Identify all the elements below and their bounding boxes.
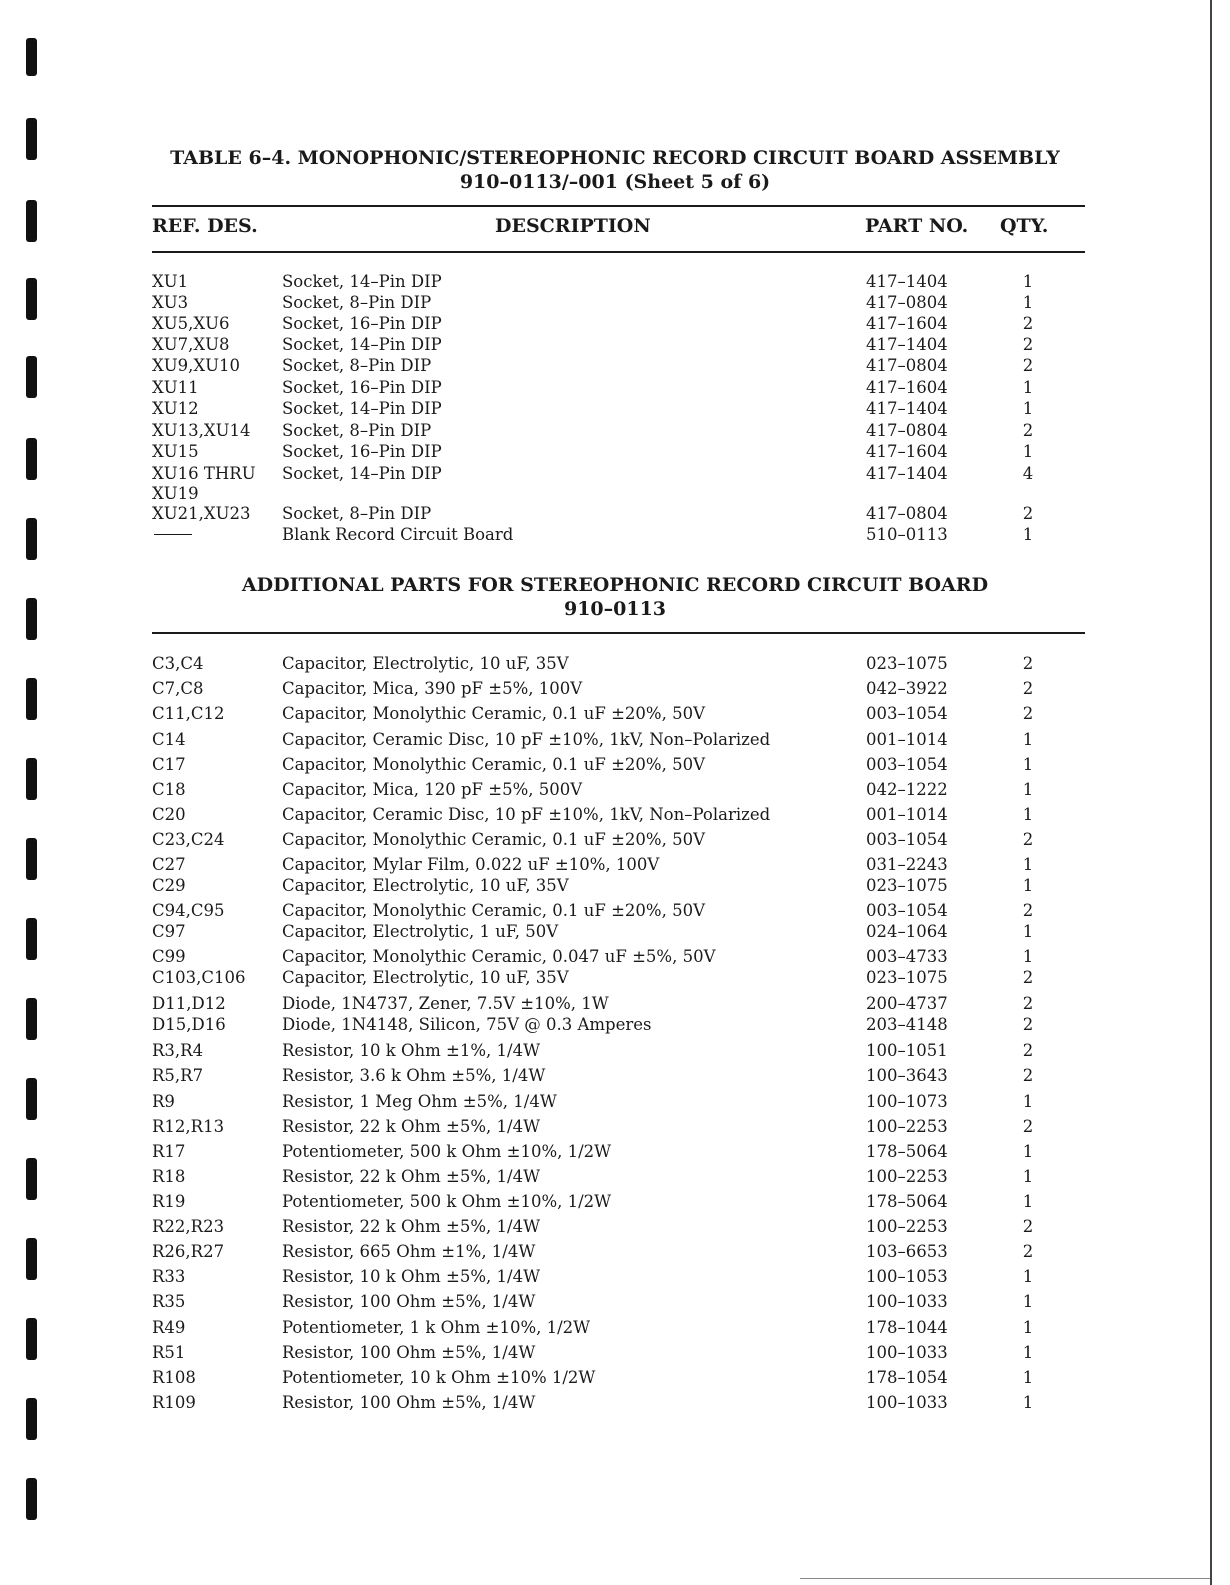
ref-designator: R108 xyxy=(152,1368,196,1387)
quantity: 2 xyxy=(1022,1066,1034,1085)
ref-designator: XU12 xyxy=(152,399,199,418)
ref-designator: C7,C8 xyxy=(152,679,204,698)
table-row xyxy=(0,855,1230,877)
part-number: 023–1075 xyxy=(866,654,948,673)
part-description: Diode, 1N4737, Zener, 7.5V ±10%, 1W xyxy=(282,994,609,1013)
part-description: Socket, 16–Pin DIP xyxy=(282,442,442,461)
part-number: 417–1604 xyxy=(866,378,948,397)
part-number: 178–5064 xyxy=(866,1142,948,1161)
part-number: 023–1075 xyxy=(866,968,948,987)
part-number: 042–1222 xyxy=(866,780,948,799)
quantity: 2 xyxy=(1022,901,1034,920)
part-number: 003–1054 xyxy=(866,901,948,920)
part-description: Resistor, 3.6 k Ohm ±5%, 1/4W xyxy=(282,1066,546,1085)
table-row xyxy=(0,504,1230,526)
ref-designator: R51 xyxy=(152,1343,186,1362)
quantity: 1 xyxy=(1022,922,1034,941)
part-description: Resistor, 22 k Ohm ±5%, 1/4W xyxy=(282,1117,541,1136)
part-description: Potentiometer, 500 k Ohm ±10%, 1/2W xyxy=(282,1192,612,1211)
table-row xyxy=(0,1217,1230,1239)
quantity: 1 xyxy=(1022,1368,1034,1387)
table-row xyxy=(0,876,1230,898)
blank-ref-dash xyxy=(154,534,192,535)
part-description: Capacitor, Electrolytic, 1 uF, 50V xyxy=(282,922,559,941)
ref-designator: XU9,XU10 xyxy=(152,356,241,375)
column-header-part-no: PART NO. xyxy=(865,215,969,237)
ref-designator: R35 xyxy=(152,1292,186,1311)
part-number: 178–5064 xyxy=(866,1192,948,1211)
table-row xyxy=(0,399,1230,421)
quantity: 1 xyxy=(1022,755,1034,774)
part-description: Diode, 1N4148, Silicon, 75V @ 0.3 Amperes xyxy=(282,1015,652,1034)
part-description: Resistor, 10 k Ohm ±1%, 1/4W xyxy=(282,1041,541,1060)
quantity: 2 xyxy=(1022,356,1034,375)
quantity: 2 xyxy=(1022,421,1034,440)
table-row xyxy=(0,1015,1230,1037)
part-description: Socket, 14–Pin DIP xyxy=(282,464,442,483)
part-description: Socket, 8–Pin DIP xyxy=(282,356,432,375)
ref-designator: XU15 xyxy=(152,442,199,461)
part-number: 042–3922 xyxy=(866,679,948,698)
quantity: 2 xyxy=(1022,679,1034,698)
ref-designator: XU3 xyxy=(152,293,189,312)
part-number: 100–1033 xyxy=(866,1343,948,1362)
column-header-description: DESCRIPTION xyxy=(495,215,651,237)
binder-punch-mark xyxy=(26,38,37,76)
quantity: 1 xyxy=(1022,1092,1034,1111)
table-row xyxy=(0,1142,1230,1164)
table-row xyxy=(0,464,1230,506)
part-description: Socket, 8–Pin DIP xyxy=(282,421,432,440)
quantity: 2 xyxy=(1022,335,1034,354)
quantity: 2 xyxy=(1022,994,1034,1013)
ref-designator-continued: XU19 xyxy=(152,484,199,503)
part-description: Resistor, 22 k Ohm ±5%, 1/4W xyxy=(282,1167,541,1186)
part-number: 178–1044 xyxy=(866,1318,948,1337)
quantity: 2 xyxy=(1022,1015,1034,1034)
ref-designator: C17 xyxy=(152,755,186,774)
part-number: 023–1075 xyxy=(866,876,948,895)
table-title: TABLE 6–4. MONOPHONIC/STEREOPHONIC RECORD CIRCUIT BOARD ASSEMBLY xyxy=(170,147,1060,169)
table-row xyxy=(0,525,1230,547)
ref-designator: R18 xyxy=(152,1167,186,1186)
table-row xyxy=(0,830,1230,852)
part-number: 100–2253 xyxy=(866,1117,948,1136)
table-row xyxy=(0,272,1230,294)
table-row xyxy=(0,1318,1230,1340)
part-description: Blank Record Circuit Board xyxy=(282,525,514,544)
quantity: 1 xyxy=(1022,272,1034,291)
column-header-ref: REF. DES. xyxy=(152,215,258,237)
part-description: Resistor, 22 k Ohm ±5%, 1/4W xyxy=(282,1217,541,1236)
quantity: 1 xyxy=(1022,378,1034,397)
part-description: Resistor, 10 k Ohm ±5%, 1/4W xyxy=(282,1267,541,1286)
ref-designator: XU13,XU14 xyxy=(152,421,251,440)
table-row xyxy=(0,421,1230,443)
part-number: 417–0804 xyxy=(866,293,948,312)
part-description: Socket, 14–Pin DIP xyxy=(282,272,442,291)
table-row xyxy=(0,654,1230,676)
ref-designator: XU7,XU8 xyxy=(152,335,230,354)
header-top-rule xyxy=(152,205,1085,207)
part-description: Capacitor, Electrolytic, 10 uF, 35V xyxy=(282,968,569,987)
part-number: 200–4737 xyxy=(866,994,948,1013)
part-description: Capacitor, Ceramic Disc, 10 pF ±10%, 1kV, Non–Polarized xyxy=(282,805,771,824)
part-description: Capacitor, Monolythic Ceramic, 0.1 uF ±20%, 50V xyxy=(282,704,705,723)
part-description: Capacitor, Ceramic Disc, 10 pF ±10%, 1kV, Non–Polarized xyxy=(282,730,771,749)
part-description: Socket, 16–Pin DIP xyxy=(282,314,442,333)
part-number: 100–1033 xyxy=(866,1393,948,1412)
binder-punch-mark xyxy=(26,118,37,160)
table-row xyxy=(0,314,1230,336)
part-number: 100–2253 xyxy=(866,1217,948,1236)
ref-designator: R109 xyxy=(152,1393,196,1412)
table-row xyxy=(0,679,1230,701)
part-number: 031–2243 xyxy=(866,855,948,874)
ref-designator: R17 xyxy=(152,1142,186,1161)
part-number: 417–1404 xyxy=(866,272,948,291)
quantity: 1 xyxy=(1022,1393,1034,1412)
part-description: Capacitor, Monolythic Ceramic, 0.1 uF ±20%, 50V xyxy=(282,830,705,849)
quantity: 1 xyxy=(1022,855,1034,874)
quantity: 2 xyxy=(1022,1041,1034,1060)
table-row xyxy=(0,1368,1230,1390)
binder-punch-mark xyxy=(26,1478,37,1520)
section-title: ADDITIONAL PARTS FOR STEREOPHONIC RECORD CIRCUIT BOARD xyxy=(241,574,989,596)
table-row xyxy=(0,1092,1230,1114)
part-description: Resistor, 100 Ohm ±5%, 1/4W xyxy=(282,1292,536,1311)
ref-designator: C29 xyxy=(152,876,186,895)
table-row xyxy=(0,335,1230,357)
part-number: 178–1054 xyxy=(866,1368,948,1387)
table-row xyxy=(0,968,1230,990)
part-description: Potentiometer, 1 k Ohm ±10%, 1/2W xyxy=(282,1318,591,1337)
table-row xyxy=(0,780,1230,802)
ref-designator: XU21,XU23 xyxy=(152,504,251,523)
quantity: 1 xyxy=(1022,1343,1034,1362)
ref-designator: C97 xyxy=(152,922,186,941)
part-description: Resistor, 100 Ohm ±5%, 1/4W xyxy=(282,1343,536,1362)
part-number: 100–1033 xyxy=(866,1292,948,1311)
section-subtitle: 910–0113 xyxy=(563,598,667,620)
ref-designator: R12,R13 xyxy=(152,1117,225,1136)
table-row xyxy=(0,805,1230,827)
part-number: 001–1014 xyxy=(866,730,948,749)
quantity: 1 xyxy=(1022,1267,1034,1286)
quantity: 2 xyxy=(1022,314,1034,333)
ref-designator: R9 xyxy=(152,1092,175,1111)
part-number: 417–0804 xyxy=(866,356,948,375)
table-row xyxy=(0,293,1230,315)
ref-designator: R49 xyxy=(152,1318,186,1337)
ref-designator: R26,R27 xyxy=(152,1242,225,1261)
table-row xyxy=(0,1343,1230,1365)
quantity: 2 xyxy=(1022,1117,1034,1136)
binder-punch-mark xyxy=(26,598,37,640)
ref-designator: XU16 THRU xyxy=(152,464,256,483)
quantity: 2 xyxy=(1022,1217,1034,1236)
part-number: 417–0804 xyxy=(866,504,948,523)
part-number: 100–1073 xyxy=(866,1092,948,1111)
quantity: 1 xyxy=(1022,780,1034,799)
quantity: 2 xyxy=(1022,830,1034,849)
ref-designator: XU11 xyxy=(152,378,199,397)
quantity: 2 xyxy=(1022,1242,1034,1261)
quantity: 1 xyxy=(1022,947,1034,966)
part-description: Capacitor, Electrolytic, 10 uF, 35V xyxy=(282,876,569,895)
part-description: Capacitor, Monolythic Ceramic, 0.047 uF ±5%, 50V xyxy=(282,947,716,966)
part-number: 417–1404 xyxy=(866,464,948,483)
ref-designator: C18 xyxy=(152,780,186,799)
part-number: 003–1054 xyxy=(866,830,948,849)
ref-designator: C27 xyxy=(152,855,186,874)
page-edge-bottom xyxy=(800,1578,1210,1579)
quantity: 1 xyxy=(1022,442,1034,461)
part-number: 417–1604 xyxy=(866,442,948,461)
quantity: 1 xyxy=(1022,805,1034,824)
binder-punch-mark xyxy=(26,200,37,242)
ref-designator: R3,R4 xyxy=(152,1041,204,1060)
quantity: 2 xyxy=(1022,968,1034,987)
table-row xyxy=(0,994,1230,1016)
quantity: 1 xyxy=(1022,1142,1034,1161)
ref-designator: R22,R23 xyxy=(152,1217,225,1236)
ref-designator: C14 xyxy=(152,730,186,749)
table-row xyxy=(0,356,1230,378)
quantity: 1 xyxy=(1022,730,1034,749)
table-row xyxy=(0,704,1230,726)
table-row xyxy=(0,730,1230,752)
header-bottom-rule xyxy=(152,251,1085,253)
part-number: 003–4733 xyxy=(866,947,948,966)
table-row xyxy=(0,378,1230,400)
part-description: Capacitor, Electrolytic, 10 uF, 35V xyxy=(282,654,569,673)
table-row xyxy=(0,922,1230,944)
quantity: 4 xyxy=(1022,464,1034,483)
table-row xyxy=(0,1267,1230,1289)
quantity: 1 xyxy=(1022,525,1034,544)
part-description: Capacitor, Monolythic Ceramic, 0.1 uF ±20%, 50V xyxy=(282,755,705,774)
part-number: 510–0113 xyxy=(866,525,948,544)
quantity: 2 xyxy=(1022,504,1034,523)
ref-designator: C23,C24 xyxy=(152,830,225,849)
ref-designator: D15,D16 xyxy=(152,1015,226,1034)
part-number: 417–1604 xyxy=(866,314,948,333)
part-description: Socket, 14–Pin DIP xyxy=(282,399,442,418)
quantity: 1 xyxy=(1022,1167,1034,1186)
part-description: Capacitor, Mica, 390 pF ±5%, 100V xyxy=(282,679,583,698)
ref-designator-blank xyxy=(152,525,192,544)
part-number: 417–0804 xyxy=(866,421,948,440)
ref-designator: C103,C106 xyxy=(152,968,246,987)
quantity: 1 xyxy=(1022,293,1034,312)
ref-designator: C11,C12 xyxy=(152,704,225,723)
part-description: Capacitor, Mylar Film, 0.022 uF ±10%, 100V xyxy=(282,855,660,874)
part-description: Socket, 8–Pin DIP xyxy=(282,504,432,523)
part-number: 001–1014 xyxy=(866,805,948,824)
ref-designator: R19 xyxy=(152,1192,186,1211)
part-description: Potentiometer, 500 k Ohm ±10%, 1/2W xyxy=(282,1142,612,1161)
ref-designator: C94,C95 xyxy=(152,901,225,920)
table-row xyxy=(0,901,1230,923)
table-row xyxy=(0,1393,1230,1415)
part-number: 103–6653 xyxy=(866,1242,948,1261)
part-description: Socket, 16–Pin DIP xyxy=(282,378,442,397)
quantity: 1 xyxy=(1022,1192,1034,1211)
part-description: Socket, 8–Pin DIP xyxy=(282,293,432,312)
ref-designator: C99 xyxy=(152,947,186,966)
part-description: Resistor, 665 Ohm ±1%, 1/4W xyxy=(282,1242,536,1261)
table-row xyxy=(0,442,1230,464)
part-description: Resistor, 1 Meg Ohm ±5%, 1/4W xyxy=(282,1092,557,1111)
part-description: Capacitor, Monolythic Ceramic, 0.1 uF ±20%, 50V xyxy=(282,901,705,920)
quantity: 2 xyxy=(1022,654,1034,673)
part-number: 003–1054 xyxy=(866,704,948,723)
part-description: Potentiometer, 10 k Ohm ±10% 1/2W xyxy=(282,1368,596,1387)
ref-designator: XU5,XU6 xyxy=(152,314,230,333)
quantity: 1 xyxy=(1022,399,1034,418)
table-row xyxy=(0,1117,1230,1139)
table-row xyxy=(0,1066,1230,1088)
ref-designator: C20 xyxy=(152,805,186,824)
quantity: 1 xyxy=(1022,876,1034,895)
section-rule xyxy=(152,632,1085,634)
part-number: 203–4148 xyxy=(866,1015,948,1034)
part-number: 100–2253 xyxy=(866,1167,948,1186)
quantity: 1 xyxy=(1022,1292,1034,1311)
part-number: 417–1404 xyxy=(866,399,948,418)
quantity: 2 xyxy=(1022,704,1034,723)
part-number: 100–1051 xyxy=(866,1041,948,1060)
table-row xyxy=(0,1167,1230,1189)
column-header-qty: QTY. xyxy=(1000,215,1049,237)
ref-designator: D11,D12 xyxy=(152,994,226,1013)
part-number: 417–1404 xyxy=(866,335,948,354)
ref-designator: R5,R7 xyxy=(152,1066,204,1085)
part-description: Resistor, 100 Ohm ±5%, 1/4W xyxy=(282,1393,536,1412)
table-row xyxy=(0,1041,1230,1063)
ref-designator: XU1 xyxy=(152,272,189,291)
ref-designator: R33 xyxy=(152,1267,186,1286)
part-number: 024–1064 xyxy=(866,922,948,941)
part-number: 003–1054 xyxy=(866,755,948,774)
table-row xyxy=(0,1242,1230,1264)
part-number: 100–3643 xyxy=(866,1066,948,1085)
table-row xyxy=(0,755,1230,777)
part-description: Capacitor, Mica, 120 pF ±5%, 500V xyxy=(282,780,583,799)
table-row xyxy=(0,1192,1230,1214)
part-number: 100–1053 xyxy=(866,1267,948,1286)
table-row xyxy=(0,947,1230,969)
quantity: 1 xyxy=(1022,1318,1034,1337)
part-description: Socket, 14–Pin DIP xyxy=(282,335,442,354)
table-row xyxy=(0,1292,1230,1314)
table-subtitle: 910–0113/–001 (Sheet 5 of 6) xyxy=(459,171,771,193)
ref-designator: C3,C4 xyxy=(152,654,204,673)
